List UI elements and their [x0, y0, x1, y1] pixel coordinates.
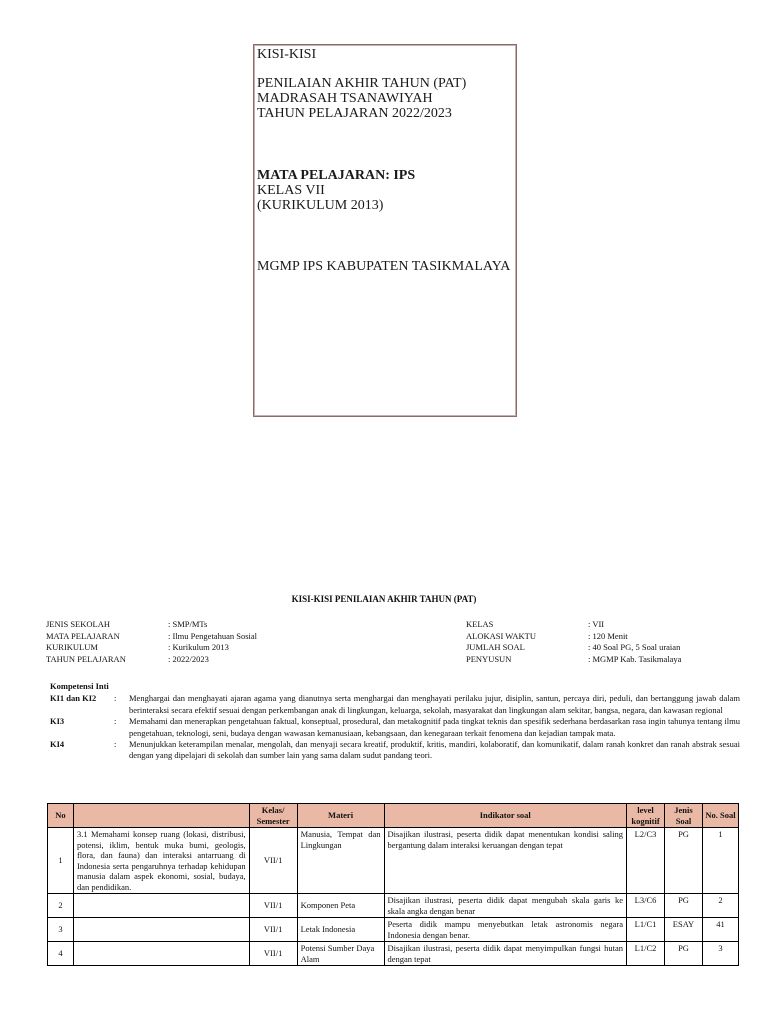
info-key: MATA PELAJARAN — [46, 630, 120, 641]
cell-jenis: PG — [665, 828, 703, 894]
info-key: JENIS SEKOLAH — [46, 619, 110, 629]
info-row — [46, 631, 257, 643]
info-value: : 2022/2023 — [168, 653, 209, 664]
cover-line-kisi: KISI-KISI — [257, 47, 317, 62]
ki-text: Menunjukkan keterampilan menalar, mengolah, dan menyaji secara kreatif, produktif, kritis, mandiri, kolaboratif, dan komunikatif, dalam ranah konkret dan ranah abstrak sesuai dengan yang dipelajari di sekolah dan sumber lain yang sama dalam sudut pandang teori. — [129, 739, 740, 761]
table-row — [48, 942, 739, 966]
cell-kelas: VII/1 — [249, 918, 297, 942]
header-materi: Materi — [297, 804, 384, 828]
report-title: KISI-KISI PENILAIAN AKHIR TAHUN (PAT) — [291, 594, 477, 604]
cell-jenis: PG — [665, 942, 703, 966]
cell-no: 3 — [48, 918, 74, 942]
header-kelas-semester: Kelas/ Semester — [249, 804, 297, 828]
header-jenis-soal: Jenis Soal — [665, 804, 703, 828]
info-value: : SMP/MTs — [168, 619, 208, 629]
table-row — [48, 828, 739, 894]
ki-item — [50, 739, 740, 762]
info-row — [46, 642, 257, 654]
header-level-kognitif: level kognitif — [627, 804, 665, 828]
kompetensi-inti-section — [50, 681, 740, 762]
cell-no-soal: 2 — [702, 894, 738, 918]
info-row — [466, 619, 681, 631]
cell-no-soal: 3 — [702, 942, 738, 966]
cell-materi: Komponen Peta — [297, 894, 384, 918]
ki-label: KI4 — [50, 739, 65, 750]
cell-materi: Potensi Sumber Daya Alam — [297, 942, 384, 966]
ki-colon: : — [114, 716, 117, 727]
header-indikator-soal: Indikator soal — [384, 804, 627, 828]
info-value: : Ilmu Pengetahuan Sosial — [168, 630, 258, 641]
cover-curriculum: (KURIKULUM 2013) — [257, 198, 384, 213]
cell-level: L1/C2 — [627, 942, 665, 966]
kisi-kisi-table — [47, 803, 739, 966]
cell-kompetensi-dasar — [73, 894, 249, 918]
cell-jenis: PG — [665, 894, 703, 918]
cell-no: 2 — [48, 894, 74, 918]
cell-level: L1/C1 — [627, 918, 665, 942]
cell-jenis: ESAY — [665, 918, 703, 942]
header-no-soal: No. Soal — [702, 804, 738, 828]
info-value: : MGMP Kab. Tasikmalaya — [588, 653, 682, 664]
cell-indikator: Peserta didik mampu menyebutkan letak astronomis negara Indonesia dengan benar. — [384, 918, 627, 942]
info-block-left — [46, 619, 257, 665]
cell-no: 1 — [48, 828, 74, 894]
ki-label: KI3 — [50, 716, 65, 727]
ki-item — [50, 693, 740, 716]
cover-organization: MGMP IPS KABUPATEN TASIKMALAYA — [257, 259, 511, 274]
table-row — [48, 894, 739, 918]
cell-level: L2/C3 — [627, 828, 665, 894]
info-key: PENYUSUN — [466, 653, 512, 664]
ki-text: Memahami dan menerapkan pengetahuan faktual, konseptual, prosedural, dan metakognitif pada tingkat teknis dan spesifik sederhana berdasarkan rasa ingin tahunya tentang ilmu pengetahuan, teknologi, seni, budaya dengan wawasan kemanusiaan, kebangsaan, dan kenegaraan terkait fenomena dan kejadian tampak mata. — [129, 716, 740, 738]
info-row — [46, 654, 257, 666]
cell-indikator: Disajikan ilustrasi, peserta didik dapat menyimpulkan fungsi hutan dengan tepat — [384, 942, 627, 966]
info-key: JUMLAH SOAL — [466, 642, 525, 652]
cover-line-school: MADRASAH TSANAWIYAH — [257, 91, 433, 106]
info-value: : Kurikulum 2013 — [168, 642, 229, 652]
table-header-row — [48, 804, 739, 828]
cell-no-soal: 41 — [702, 918, 738, 942]
ki-label: KI1 dan KI2 — [50, 693, 97, 704]
cell-materi: Letak Indonesia — [297, 918, 384, 942]
cell-kompetensi-dasar — [73, 942, 249, 966]
header-no: No — [48, 804, 74, 828]
ki-text: Menghargai dan menghayati ajaran agama yang dianutnya serta menghargai dan menghayati perilaku jujur, disiplin, santun, percaya diri, peduli, dan bertanggung jawab dalam berinteraksi secara efektif sesuai dengan perkembangan anak di lingkungan, keluarga, sekolah, masyarakat dan lingkungan alam sekitar, bangsa, negara, dan kawasan regional — [129, 693, 740, 715]
cover-box — [253, 44, 517, 417]
info-value: : 120 Menit — [588, 630, 628, 641]
info-block-right — [466, 619, 681, 665]
cell-kelas: VII/1 — [249, 894, 297, 918]
cover-subject: MATA PELAJARAN: IPS — [257, 168, 416, 183]
info-value: : VII — [588, 619, 605, 629]
info-key: TAHUN PELAJARAN — [46, 653, 126, 664]
cell-no: 4 — [48, 942, 74, 966]
cell-materi: Manusia, Tempat dan Lingkungan — [297, 828, 384, 894]
cell-indikator: Disajikan ilustrasi, peserta didik dapat mengubah skala garis ke skala angka dengan benar — [384, 894, 627, 918]
info-row — [46, 619, 257, 631]
info-row — [466, 631, 681, 643]
info-value: : 40 Soal PG, 5 Soal uraian — [588, 642, 681, 652]
cover-line-pat: PENILAIAN AKHIR TAHUN (PAT) — [257, 76, 467, 91]
ki-heading: Kompetensi Inti — [50, 681, 109, 691]
header-kompetensi-dasar — [73, 804, 249, 828]
cell-kompetensi-dasar: 3.1 Memahami konsep ruang (lokasi, distribusi, potensi, iklim, bentuk muka bumi, geologis, flora, dan fauna) dan interaksi antarruang di Indonesia serta pengaruhnya terhadap kehidupan manusia dalam aspek ekonomi, sosial, budaya, dan pendidikan. — [73, 828, 249, 894]
ki-colon: : — [114, 693, 117, 704]
info-row — [466, 654, 681, 666]
info-key: KELAS — [466, 619, 494, 629]
cover-grade: KELAS VII — [257, 183, 325, 198]
info-key: KURIKULUM — [46, 642, 98, 652]
table-row — [48, 918, 739, 942]
cover-line-year: TAHUN PELAJARAN 2022/2023 — [257, 106, 452, 121]
info-row — [466, 642, 681, 654]
info-key: ALOKASI WAKTU — [466, 630, 536, 641]
cell-kelas: VII/1 — [249, 828, 297, 894]
cell-no-soal: 1 — [702, 828, 738, 894]
cell-indikator: Disajikan ilustrasi, peserta didik dapat menentukan kondisi saling bergantung dalam interaksi keruangan dengan tepat — [384, 828, 627, 894]
cell-level: L3/C6 — [627, 894, 665, 918]
cell-kompetensi-dasar — [73, 918, 249, 942]
ki-item — [50, 716, 740, 739]
ki-colon: : — [114, 739, 117, 750]
cell-kelas: VII/1 — [249, 942, 297, 966]
